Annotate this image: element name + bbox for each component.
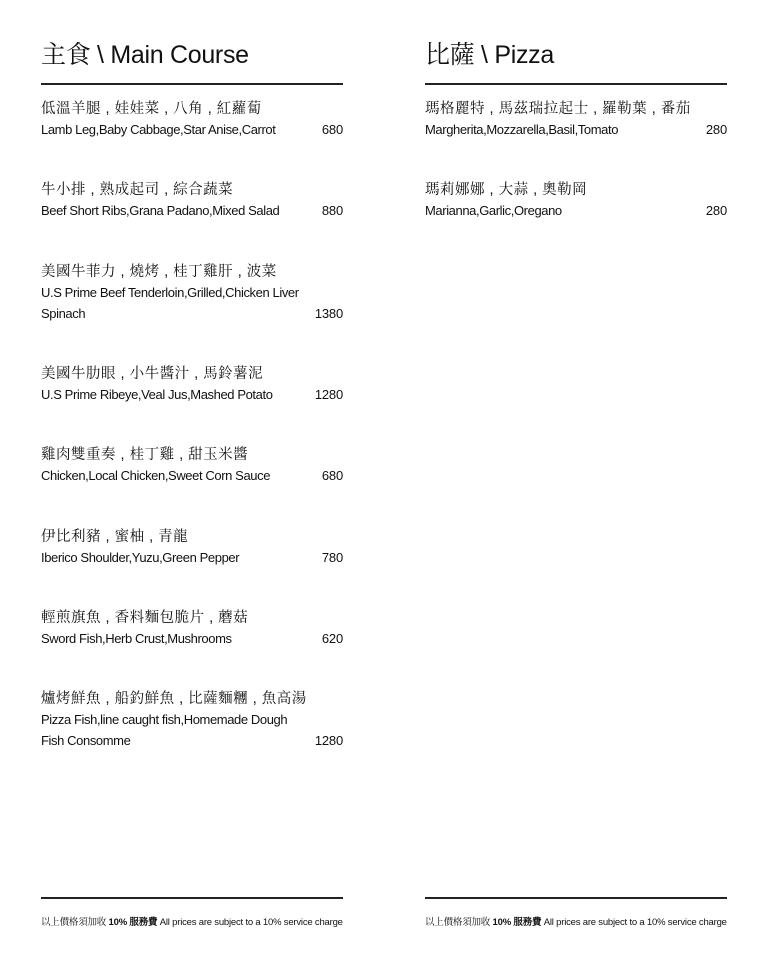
dish-name-zh: 瑪格麗特 , 馬茲瑞拉起士 , 羅勒葉 , 番茄 xyxy=(425,101,691,117)
dish-description-en: Lamb Leg,Baby Cabbage,Star Anise,Carrot xyxy=(41,122,276,137)
service-charge-note: 以上價格須加收 10% 服務費 All prices are subject to a 10% service charge xyxy=(425,917,727,928)
dish-price: 1280 xyxy=(314,733,343,748)
menu-item xyxy=(41,180,343,221)
dish-name-zh: 爐烤鮮魚 , 船釣鮮魚 , 比薩麵糰 , 魚高湯 xyxy=(41,691,307,707)
dish-price: 680 xyxy=(321,468,343,483)
section-title-pizza: 比薩 \ Pizza xyxy=(425,41,554,69)
dish-description-en: Sword Fish,Herb Crust,Mushrooms xyxy=(41,631,232,646)
dish-name-zh: 美國牛菲力 , 燒烤 , 桂丁雞肝 , 波菜 xyxy=(41,264,277,280)
divider xyxy=(425,897,727,899)
dish-description-en: U.S Prime Ribeye,Veal Jus,Mashed Potato xyxy=(41,387,273,402)
menu-item xyxy=(41,262,343,324)
dish-price: 780 xyxy=(321,550,343,565)
menu-item xyxy=(41,689,343,751)
dish-name-zh: 伊比利豬 , 蜜柚 , 青龍 xyxy=(41,529,189,545)
main-course-column xyxy=(41,0,343,960)
dish-name-zh: 瑪莉娜娜 , 大蒜 , 奧勒岡 xyxy=(425,182,588,198)
divider xyxy=(41,83,343,85)
dish-name-zh: 美國牛肋眼 , 小牛醬汁 , 馬鈴薯泥 xyxy=(41,366,264,382)
dish-price: 680 xyxy=(321,122,343,137)
dish-description-en: Iberico Shoulder,Yuzu,Green Pepper xyxy=(41,550,240,565)
dish-name-zh: 雞肉雙重奏 , 桂丁雞 , 甜玉米醬 xyxy=(41,447,249,463)
dish-name-zh: 低溫羊腿 , 娃娃菜 , 八角 , 紅蘿蔔 xyxy=(41,101,262,117)
dish-name-zh: 輕煎旗魚 , 香料麵包脆片 , 蘑菇 xyxy=(41,610,249,626)
menu-item xyxy=(41,527,343,568)
menu-item xyxy=(425,180,727,221)
dish-price: 620 xyxy=(321,631,343,646)
section-title-main-course: 主食 \ Main Course xyxy=(41,41,249,69)
dish-description-en: Marianna,Garlic,Oregano xyxy=(425,203,562,218)
dish-name-zh: 牛小排 , 熟成起司 , 綜合蔬菜 xyxy=(41,182,234,198)
dish-description-en: Pizza Fish,line caught fish,Homemade Dough xyxy=(41,712,288,727)
pizza-column xyxy=(425,0,727,960)
dish-price: 880 xyxy=(321,203,343,218)
service-charge-note: 以上價格須加收 10% 服務費 All prices are subject to a 10% service charge xyxy=(41,917,343,928)
menu-item xyxy=(41,608,343,649)
menu-item xyxy=(41,364,343,405)
dish-price: 1380 xyxy=(314,306,343,321)
dish-description-en: U.S Prime Beef Tenderloin,Grilled,Chicken Liver xyxy=(41,285,299,300)
dish-description-en: Margherita,Mozzarella,Basil,Tomato xyxy=(425,122,619,137)
divider xyxy=(41,897,343,899)
divider xyxy=(425,83,727,85)
dish-description-en: Beef Short Ribs,Grana Padano,Mixed Salad xyxy=(41,203,280,218)
dish-description-en: Fish Consomme xyxy=(41,733,131,748)
dish-price: 280 xyxy=(705,122,727,137)
menu-item xyxy=(41,445,343,486)
dish-description-en: Spinach xyxy=(41,306,86,321)
dish-price: 280 xyxy=(705,203,727,218)
dish-price: 1280 xyxy=(314,387,343,402)
dish-description-en: Chicken,Local Chicken,Sweet Corn Sauce xyxy=(41,468,271,483)
menu-item xyxy=(425,99,727,140)
menu-item xyxy=(41,99,343,140)
